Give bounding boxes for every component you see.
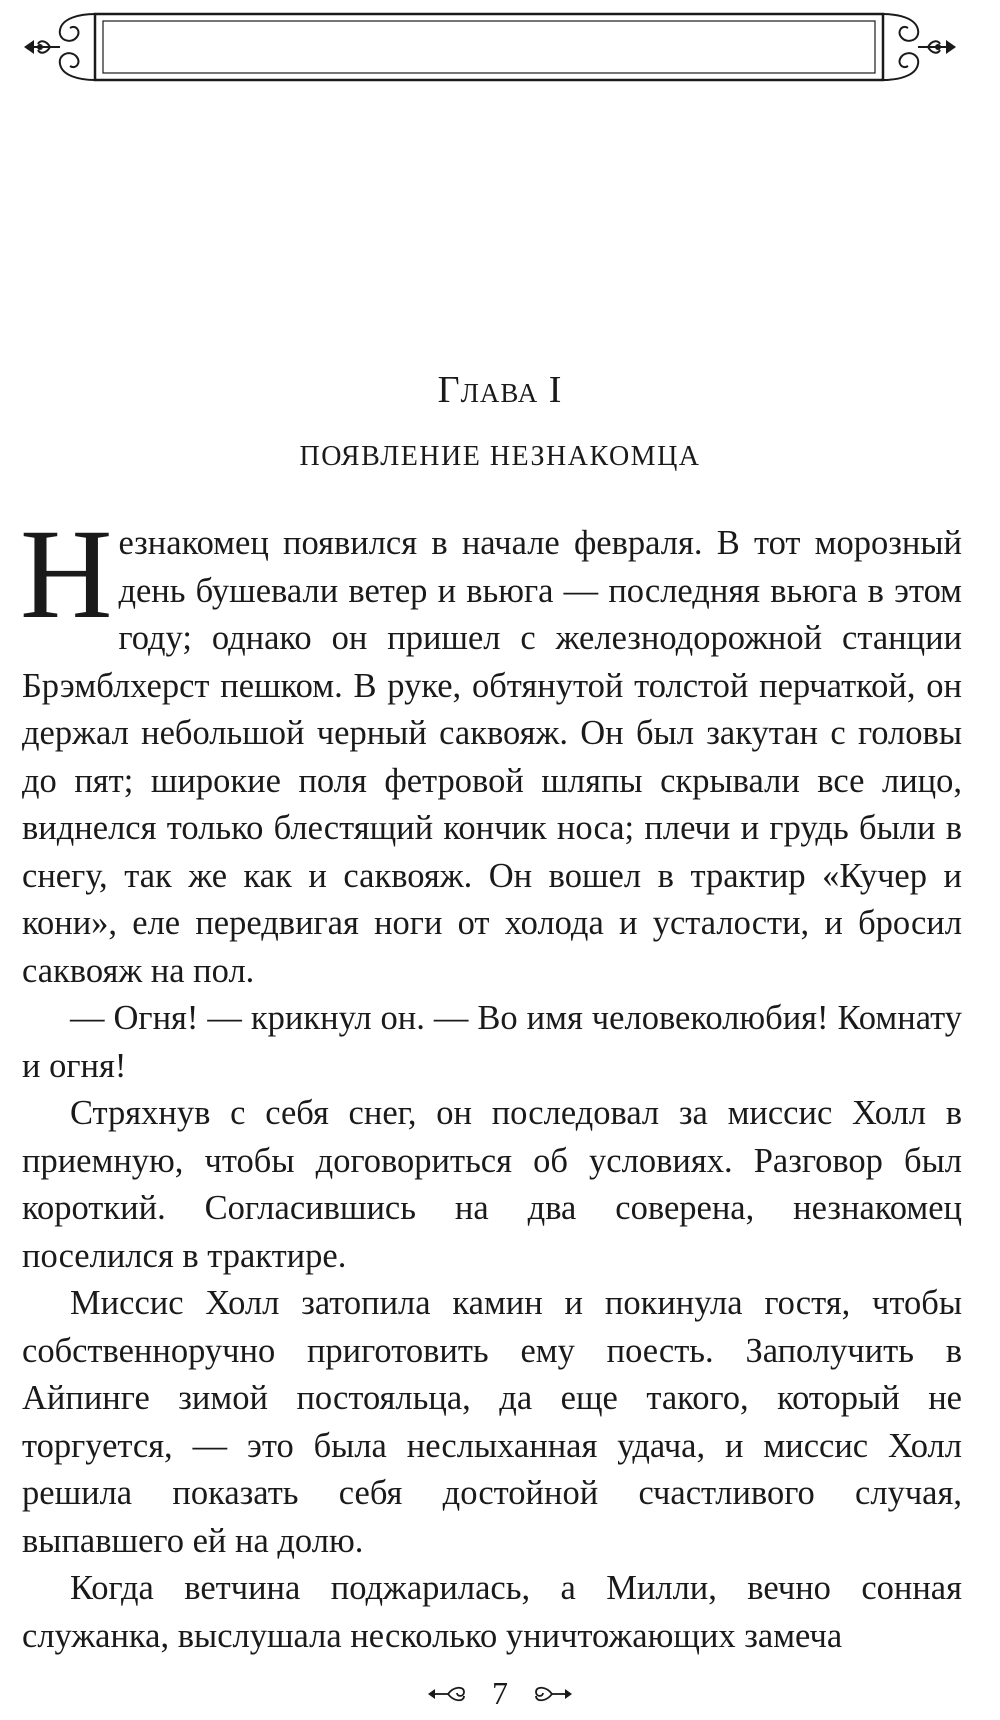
drop-cap-letter: Н (20, 503, 113, 645)
page-footer (0, 1672, 1000, 1712)
chapter-subtitle: ПОЯВЛЕНИЕ НЕЗНАКОМЦА (299, 441, 701, 472)
page-number: 7 (492, 1675, 508, 1712)
paragraph-1 (20, 503, 962, 995)
header-ornament-frame (0, 0, 1000, 100)
paragraph-1-text: езнакомец появился в начале февраля. В тот морозный день бушевали ветер и вьюга — последняя вьюга в этом году; однако он пришел с железнодорожной станции Брэмблхерст пешком. В руке, обтянутой толстой перчаткой, он держал небольшой черный саквояж. Он был закутан с головы до пят; широкие поля фетровой шляпы скрывали все лицо, виднелся только блестящий кончик носа; плечи и грудь были в снегу, так же как и саквояж. Он вошел в трактир «Кучер и кони», еле передвигая ноги от холода и усталости, и бросил саквояж на пол. (22, 524, 962, 990)
paragraph-2: — Огня! — крикнул он. — Во имя человеколюбия! Комнату и огня! (22, 999, 962, 1085)
right-page-ornament-icon (530, 1680, 574, 1708)
paragraph-3: Стряхнув с себя снег, он последовал за миссис Холл в приемную, чтобы договориться об условиях. Разговор был короткий. Согласившись на два соверена, незнакомец поселился в трактире. (22, 1094, 962, 1275)
chapter-title: Глава I (437, 369, 563, 411)
chapter-body-text (20, 503, 962, 1660)
paragraph-5: Когда ветчина поджарилась, а Милли, вечно сонная служанка, выслушала несколько уничтожающих замеча (22, 1569, 962, 1655)
left-page-ornament-icon (426, 1680, 470, 1708)
paragraph-4: Миссис Холл затопила камин и покинула гостя, чтобы собственноручно приготовить ему поесть. Заполучить в Айпинге зимой постояльца, да еще такого, который не торгуется, — это была неслыханная удача, и миссис Холл решила показать себя достойной счастливого случая, выпавшего ей на долю. (22, 1284, 962, 1560)
